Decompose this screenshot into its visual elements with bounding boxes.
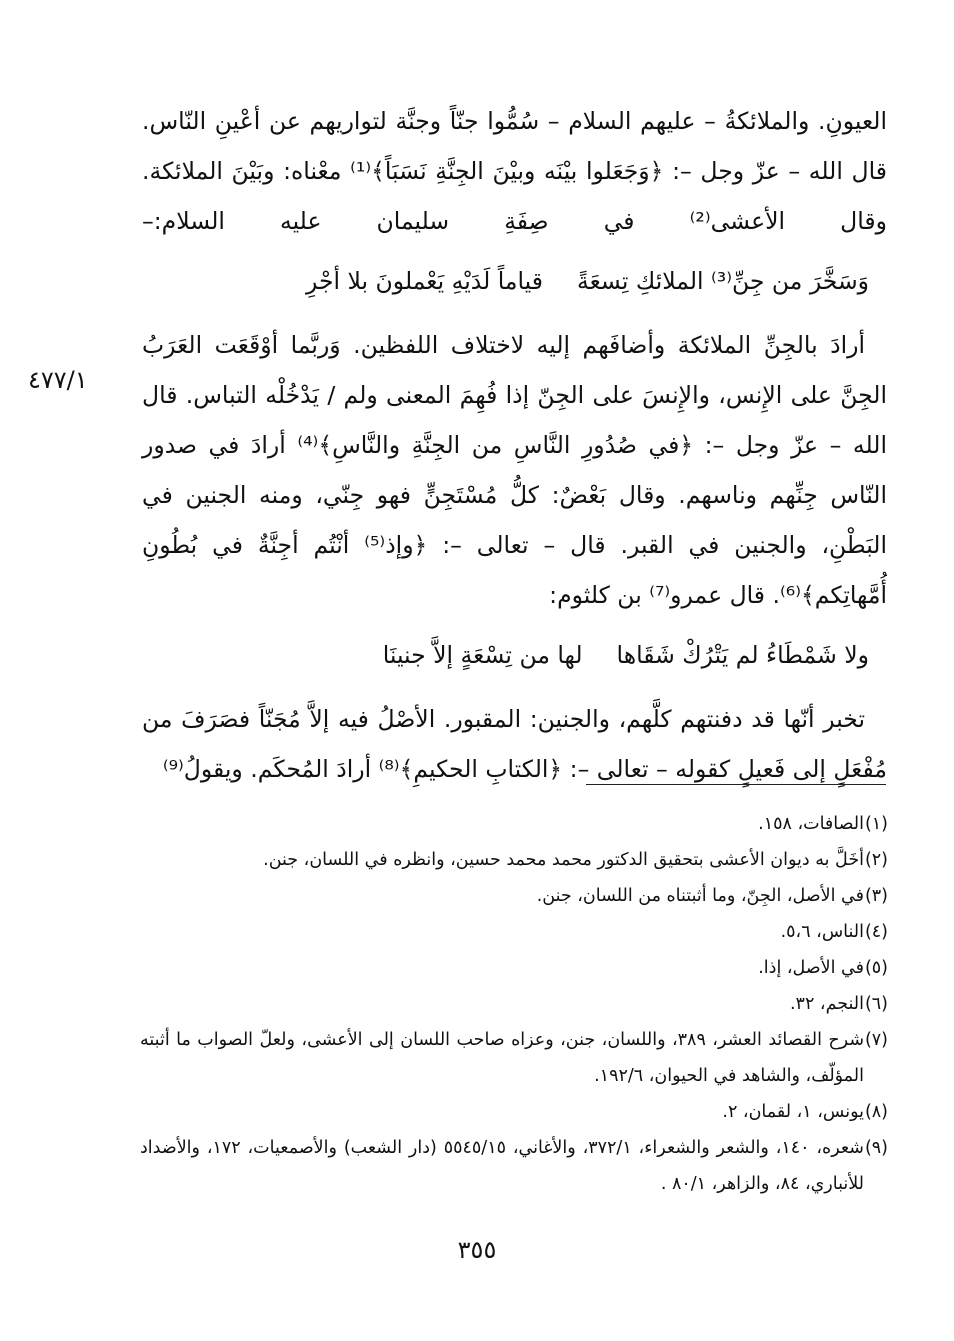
footnote-text: في الأصل، إذا.: [758, 958, 864, 978]
footnote-number: (٥): [864, 958, 888, 978]
footnote-text: الصافات، ١٥٨.: [758, 814, 864, 834]
verse-2-second-hemistich: لها من تِسْعَةٍ إلاَّ جنينَا: [382, 641, 583, 669]
footnote-7: [140, 1022, 888, 1094]
verse-2: [142, 630, 887, 680]
paragraph-3: تخبر أنّها قد دفنتهم كلَّهم، والجنين: المقبور. الأصْلُ فيه إلاَّ مُجَنّاً فصَرَفَ من مُفْعَلٍ إلى فَعيلٍ كقوله – تعالى –: ﴿الكتابِ الحكيمِ﴾⁽⁸⁾ أرادَ المُحكَم. ويقولُ⁽⁹⁾: [142, 705, 887, 783]
footnote-text: أخَلَّ به ديوان الأعشى بتحقيق الدكتور محمد محمد حسين، وانظره في اللسان، جنن.: [263, 850, 864, 870]
footnote-6: [140, 986, 888, 1022]
footnote-number: (٣): [864, 886, 888, 906]
footnote-text: شرح القصائد العشر، ٣٨٩، واللسان، جنن، وعزاه صاحب اللسان إلى الأعشى، ولعلّ الصواب ما أثبته المؤلّف، والشاهد في الحيوان، ١٩٢/٦.: [140, 1030, 864, 1086]
verse-1: [142, 256, 887, 306]
footnotes: [140, 806, 888, 1202]
page-number: ٣٥٥: [457, 1236, 497, 1264]
footnote-3: [140, 878, 888, 914]
verse-1-first-hemistich: وَسَخَّرَ من جِنِّ⁽³⁾ الملائكِ تِسعَةً: [577, 267, 869, 295]
footnote-text: يونس، ١، لقمان، ٢.: [722, 1102, 864, 1122]
footnote-number: (٦): [864, 994, 888, 1014]
main-text: [142, 96, 887, 794]
footnote-5: [140, 950, 888, 986]
footnote-text: في الأصل، الجِنّ، وما أثبتناه من اللسان، جنن.: [536, 886, 864, 906]
footnote-2: [140, 842, 888, 878]
footnote-number: (١): [864, 814, 888, 834]
footnote-number: (٢): [864, 850, 888, 870]
verse-1-second-hemistich: قياماً لَدَيْهِ يَعْملونَ بلا أجْرِ: [306, 267, 543, 295]
footnote-text: النجم، ٣٢.: [789, 994, 864, 1014]
footnote-number: (٨): [864, 1102, 888, 1122]
footnote-separator: [586, 784, 886, 785]
footnote-1: [140, 806, 888, 842]
footnote-8: [140, 1094, 888, 1130]
footnote-number: (٤): [864, 922, 888, 942]
footnote-9: [140, 1130, 888, 1202]
footnote-number: (٧): [864, 1030, 888, 1050]
footnote-4: [140, 914, 888, 950]
margin-page-reference: ٤٧٧/١: [28, 366, 88, 394]
footnote-text: الناس، ٥،٦.: [780, 922, 864, 942]
paragraph-2: أرادَ بالجِنِّ الملائكة وأضافَهم إليه لاختلاف اللفظين. وَربَّما أوْقَعَت العَرَبُ الجِنَّ على الإِنس، والإِنسَ على الجِنّ إذا فُهِمَ المعنى ولم / يَدْخُلْه التباس. قال الله – عزّ وجل –: ﴿في صُدُورِ النَّاسِ من الجِنَّةِ والنَّاسِ﴾⁽⁴⁾ أرادَ في صدور النّاس جِنِّهم وناسهم. وقال بَعْضٌ: كلُّ مُسْتَجِنٍّ فهو جِنّي، ومنه الجنين في البَطْنِ، والجنين في القبر. قال – تعالى –: ﴿وإذ⁽⁵⁾ أنْتُم أجِنَّةٌ في بُطُونِ أُمَّهاتِكم﴾⁽⁶⁾. قال عمرو⁽⁷⁾ بن كلثوم:: [142, 331, 887, 609]
verse-2-first-hemistich: ولا شَمْطَاءُ لم يَتْرُكْ شَقَاها: [616, 641, 869, 669]
paragraph-1: العيونِ. والملائكةُ – عليهم السلام – سُمُّوا جنّاً وجنَّة لتواريهم عن أعْينِ النّاس. قال الله – عزّ وجل –: ﴿وَجَعَلوا بيْنَه وبيْنَ الجِنَّةِ نَسَبَاً﴾⁽¹⁾ معْناه: وبَيْنَ الملائكة. وقال الأعشى⁽²⁾ في صِفَةِ سليمان عليه السلام:–: [142, 107, 887, 235]
footnote-number: (٩): [864, 1138, 888, 1158]
footnote-text: شعره، ١٤٠، والشعر والشعراء، ٣٧٢/١، والأغاني، ٥٥٤٥/١٥ (دار الشعب) والأصمعيات، ١٧٢، والأضداد للأنباري، ٨٤، والزاهر، ٨٠/١ .: [140, 1138, 864, 1194]
